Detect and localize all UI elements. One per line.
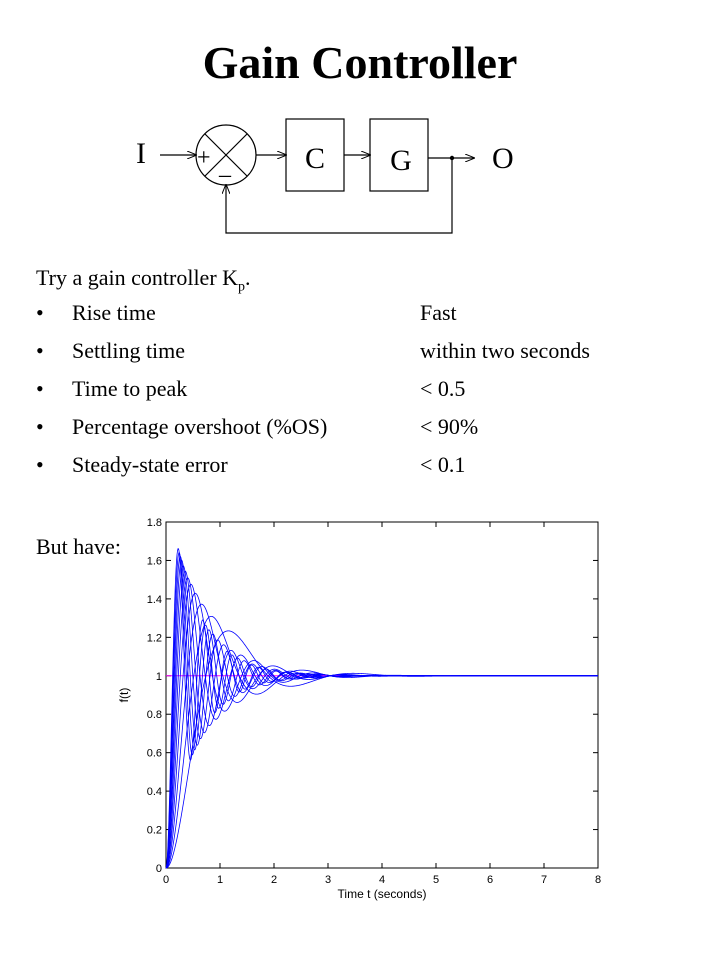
spec-value: Fast xyxy=(420,300,457,325)
spec-label: Rise time xyxy=(72,300,156,325)
y-tick-label: 0.4 xyxy=(146,786,162,799)
plant-label: G xyxy=(390,144,412,177)
spec-label: Percentage overshoot (%OS) xyxy=(72,414,328,439)
list-item xyxy=(36,414,696,452)
plot-frame xyxy=(166,522,598,868)
x-axis-label: Time t (seconds) xyxy=(337,887,427,901)
spec-label: Steady-state error xyxy=(72,452,228,477)
y-tick-label: 1.8 xyxy=(146,517,162,529)
y-tick-label: 1 xyxy=(155,670,162,683)
bullet-icon: • xyxy=(36,414,44,439)
y-tick-label: 0.2 xyxy=(146,824,162,837)
x-tick-label: 6 xyxy=(486,874,494,886)
y-tick-label: 1.4 xyxy=(146,593,162,606)
spec-list xyxy=(36,300,696,490)
list-item xyxy=(36,452,696,490)
y-axis-label: f(t) xyxy=(117,687,131,703)
x-tick-label: 5 xyxy=(432,874,440,886)
spec-value: < 0.5 xyxy=(420,376,466,401)
kp-subscript: p xyxy=(238,279,246,295)
list-item xyxy=(36,300,696,338)
y-tick-label: 1.2 xyxy=(146,632,162,645)
spec-value: within two seconds xyxy=(420,338,590,363)
y-tick-label: 0.8 xyxy=(146,709,162,722)
x-tick-label: 4 xyxy=(378,874,386,886)
minus-sign: _ xyxy=(219,154,231,180)
x-tick-label: 2 xyxy=(270,874,278,886)
list-item xyxy=(36,338,696,376)
spec-value: < 90% xyxy=(420,414,479,439)
x-tick-label: 1 xyxy=(216,874,224,886)
controller-label: C xyxy=(304,142,326,175)
x-tick-label: 3 xyxy=(324,874,332,886)
y-tick-label: 0 xyxy=(155,863,162,875)
x-tick-label: 8 xyxy=(594,874,602,886)
page-title: Gain Controller xyxy=(202,37,518,88)
x-tick-label: 7 xyxy=(540,874,548,886)
block-diagram xyxy=(0,0,720,250)
x-tick-label: 0 xyxy=(162,874,170,886)
spec-value: < 0.1 xyxy=(420,452,466,477)
input-label: I xyxy=(136,137,146,170)
plus-sign: + xyxy=(197,145,211,171)
y-tick-label: 1.6 xyxy=(146,555,162,568)
spec-label: Time to peak xyxy=(72,376,188,401)
step-response-chart xyxy=(110,512,610,904)
bullet-icon: • xyxy=(36,376,44,401)
bullet-icon: • xyxy=(36,452,44,477)
but-have-text: But have: xyxy=(36,534,121,559)
bullet-icon: • xyxy=(36,300,44,325)
list-item xyxy=(36,376,696,414)
feedback-path xyxy=(226,158,452,233)
output-label: O xyxy=(492,142,514,175)
y-tick-label: 0.6 xyxy=(146,747,162,760)
intro-text: Try a gain controller $K_p$. xyxy=(36,265,251,295)
bullet-icon: • xyxy=(36,338,44,363)
spec-label: Settling time xyxy=(72,338,186,363)
